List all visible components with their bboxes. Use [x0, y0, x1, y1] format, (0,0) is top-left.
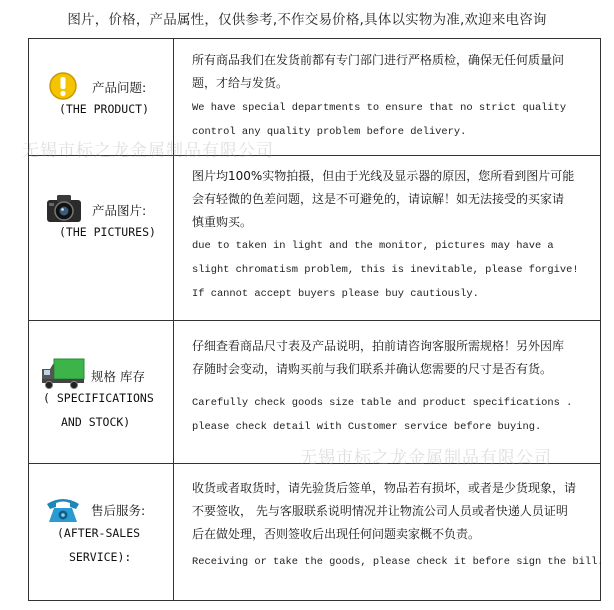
row-specifications [29, 320, 600, 463]
row-label-en: (THE PRODUCT) [59, 102, 150, 116]
content-en-line: Receiving or take the goods, please check it before sign the bill. [192, 556, 604, 568]
watermark: 无锡市标之龙金属制品有限公司 [22, 141, 274, 161]
content-en-line: control any quality problem before delivery. [192, 126, 467, 138]
row-label-cell [29, 321, 174, 463]
row-label-en: ( SPECIFICATIONS [43, 391, 154, 405]
content-cn-line: 慎重购买。 [192, 215, 253, 229]
truck-icon [40, 357, 86, 391]
watermark: 无锡市标之龙金属制品有限公司 [300, 448, 552, 468]
content-cn-line: 收货或者取货时，请先验货后签单，物品若有损坏，或者是少货现象，请 [192, 481, 577, 495]
content-en-line: If cannot accept buyers please buy cautiously. [192, 288, 479, 300]
row-label-cn: 产品图片: [92, 203, 147, 218]
info-table [28, 38, 604, 601]
content-cn-line: 不要签收， 先与客服联系说明情况并让物流公司人员或者快递人员证明 [192, 504, 568, 518]
page-title: 图片，价格，产品属性，仅供参考,不作交易价格,具体以实物为准,欢迎来电咨询 [67, 12, 547, 28]
row-content [174, 464, 604, 600]
row-label-en: AND STOCK) [61, 415, 131, 429]
telephone-icon [45, 495, 81, 525]
row-label-en: (AFTER-SALES [57, 526, 141, 540]
row-label-en: SERVICE): [69, 550, 132, 564]
content-cn-line: 所有商品我们在发货前都有专门部门进行严格质检，确保无任何质量问 [192, 53, 565, 67]
content-cn-line: 仔细查看商品尺寸表及产品说明，拍前请咨询客服所需规格！另外因库 [192, 339, 565, 353]
content-cn-line: 会有轻微的色差问题，这是不可避免的，请谅解！如无法接受的买家请 [192, 192, 565, 206]
row-pictures [29, 155, 600, 320]
content-en-line: We have special departments to ensure that no strict quality [192, 102, 567, 114]
camera-icon [45, 192, 83, 224]
content-en-line: due to taken in light and the monitor, pictures may have a [192, 240, 554, 252]
row-after-sales [29, 463, 604, 600]
row-content [174, 321, 600, 463]
row-label-cell [29, 156, 174, 320]
content-en-line: slight chromatism problem, this is inevitable, please forgive! [192, 264, 579, 276]
row-content [174, 156, 600, 320]
row-label-cn: 产品问题: [92, 80, 147, 95]
content-en-line: Carefully check goods size table and product specifications . [192, 397, 573, 409]
row-label-cell [29, 464, 174, 600]
row-label-cn: 规格 库存 [91, 369, 145, 384]
content-cn-line: 图片均100%实物拍摄，但由于光线及显示器的原因，您所看到图片可能 [192, 169, 575, 183]
exclamation-icon [49, 72, 77, 100]
row-label-cn: 售后服务: [91, 503, 146, 518]
content-cn-line: 题，才给与发货。 [192, 76, 289, 90]
content-cn-line: 后在做处理，否则签收后出现任何问题卖家概不负责。 [192, 527, 481, 541]
row-label-en: (THE PICTURES) [59, 225, 156, 239]
content-cn-line: 存随时会变动，请购买前与我们联系并确认您需要的尺寸是否有货。 [192, 362, 553, 376]
content-en-line: please check detail with Customer service before buying. [192, 421, 542, 433]
